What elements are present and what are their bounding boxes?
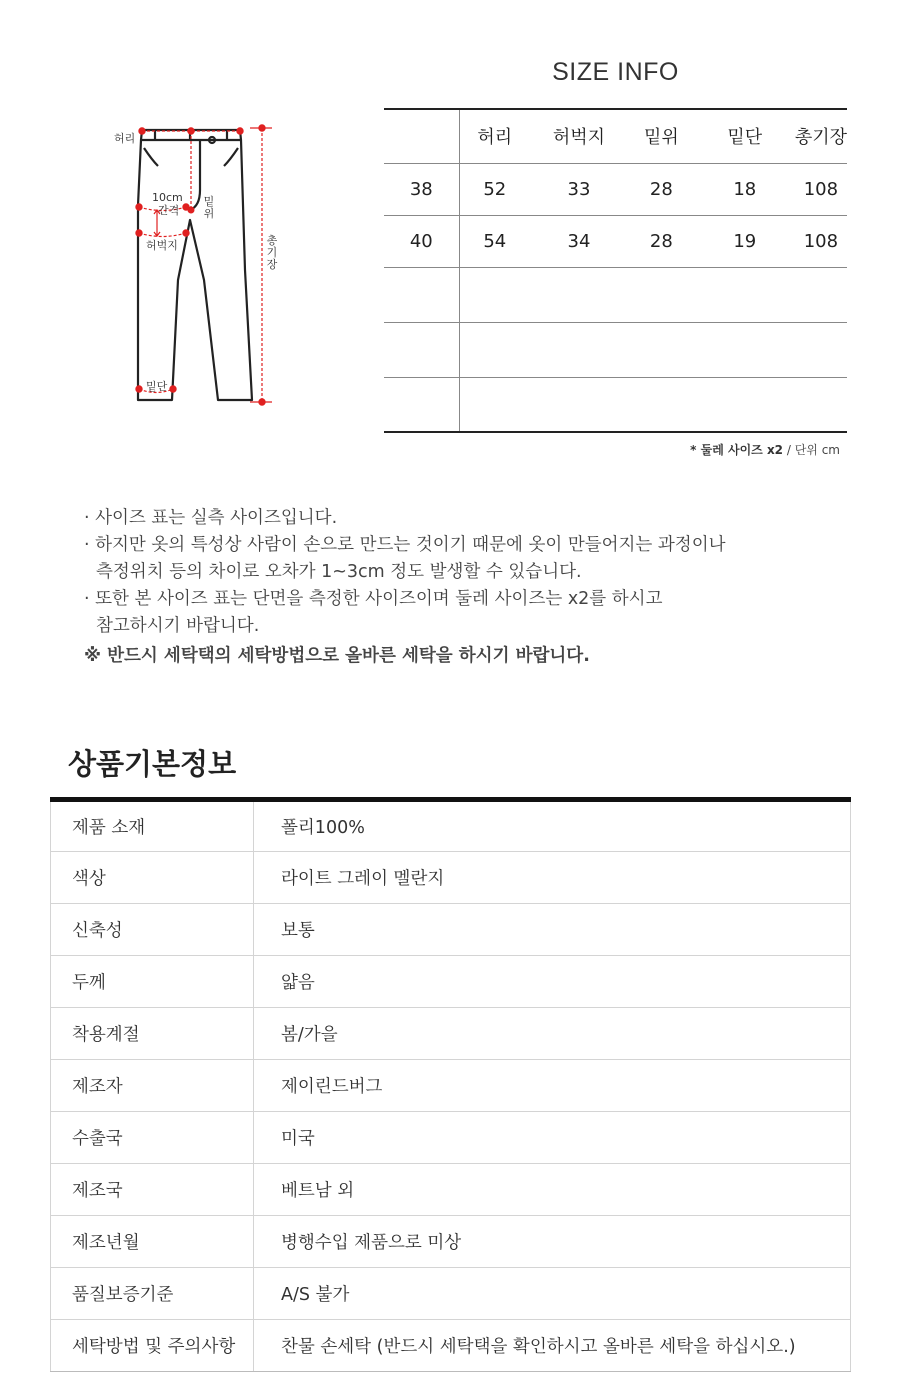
info-value: 제이린드버그 [254,1060,851,1112]
info-key: 세탁방법 및 주의사항 [51,1320,254,1372]
note-line: 측정위치 등의 차이로 오차가 1~3cm 정도 발생할 수 있습니다. [96,562,582,582]
size-label: 40 [384,215,459,267]
gap-label-2: 간격 [158,204,180,217]
info-key: 착용계절 [51,1008,254,1060]
info-key: 제품 소재 [51,800,254,852]
gap-label: 10cm [152,191,183,204]
size-value: 33 [530,163,628,215]
size-header-thigh: 허벅지 [530,109,628,163]
info-key: 제조년월 [51,1216,254,1268]
empty-cell [459,377,847,432]
info-value: 얇음 [254,956,851,1008]
waist-label: 허리 [114,132,136,145]
size-note-unit: / 단위 cm [783,443,840,457]
size-table-row [384,163,847,215]
info-row [51,1320,851,1372]
info-row [51,956,851,1008]
size-value: 19 [695,215,795,267]
size-table [384,108,847,433]
size-value: 52 [459,163,530,215]
note-line: · 사이즈 표는 실측 사이즈입니다. [84,508,338,528]
info-key: 품질보증기준 [51,1268,254,1320]
size-table-row [384,215,847,267]
note-line: · 하지만 옷의 특성상 사람이 손으로 만드는 것이기 때문에 옷이 만들어지는 과정이나 [84,535,726,555]
size-value: 28 [628,163,695,215]
info-value: 라이트 그레이 멜란지 [254,852,851,904]
total-length-label: 총기장 [266,234,278,271]
size-header-hem: 밑단 [695,109,795,163]
size-notes [84,505,844,671]
note-line: 참고하시기 바랍니다. [96,616,260,636]
empty-cell [384,267,459,322]
info-row [51,1268,851,1320]
thigh-label: 허벅지 [146,239,178,252]
empty-cell [384,377,459,432]
basic-info-table [50,797,851,1372]
size-header-waist: 허리 [459,109,530,163]
empty-cell [459,267,847,322]
hem-label: 밑단 [146,380,168,393]
size-header-total-length: 총기장 [795,109,847,163]
info-row [51,852,851,904]
size-note-bold: * 둘레 사이즈 x2 [690,443,784,457]
info-value: 찬물 손세탁 (반드시 세탁택을 확인하시고 올바른 세탁을 하십시오.) [254,1320,851,1372]
size-value: 54 [459,215,530,267]
size-value: 108 [795,215,847,267]
basic-info-title: 상품기본정보 [68,747,237,781]
rise-label: 밑위 [203,195,215,220]
info-value: 봄/가을 [254,1008,851,1060]
note-line: · 또한 본 사이즈 표는 단면을 측정한 사이즈이며 둘레 사이즈는 x2를 하시고 [84,589,663,609]
info-key: 색상 [51,852,254,904]
info-row [51,1112,851,1164]
pants-outline-illustration [100,110,290,420]
size-value: 108 [795,163,847,215]
size-table-empty-row [384,377,847,432]
info-key: 제조자 [51,1060,254,1112]
size-label: 38 [384,163,459,215]
info-row [51,1060,851,1112]
pants-size-diagram [100,110,290,420]
measurement-markers [136,125,272,405]
info-value: 베트남 외 [254,1164,851,1216]
size-value: 18 [695,163,795,215]
info-key: 신축성 [51,904,254,956]
size-value: 28 [628,215,695,267]
size-unit-note [600,441,840,458]
info-value: 폴리100% [254,800,851,852]
washing-warning: ※ 반드시 세탁택의 세탁방법으로 올바른 세탁을 하시기 바랍니다. [84,646,590,666]
size-header-empty-cell [384,109,459,163]
info-row [51,1008,851,1060]
info-row [51,1164,851,1216]
size-info-title: SIZE INFO [552,58,679,86]
size-value: 34 [530,215,628,267]
size-table-header-row [384,109,847,163]
info-value: 보통 [254,904,851,956]
empty-cell [459,322,847,377]
size-table-empty-row [384,267,847,322]
info-row [51,904,851,956]
info-row [51,800,851,852]
info-value: 병행수입 제품으로 미상 [254,1216,851,1268]
info-key: 수출국 [51,1112,254,1164]
info-row [51,1216,851,1268]
info-key: 제조국 [51,1164,254,1216]
empty-cell [384,322,459,377]
size-table-empty-row [384,322,847,377]
info-value: A/S 불가 [254,1268,851,1320]
size-header-rise: 밑위 [628,109,695,163]
info-key: 두께 [51,956,254,1008]
info-value: 미국 [254,1112,851,1164]
